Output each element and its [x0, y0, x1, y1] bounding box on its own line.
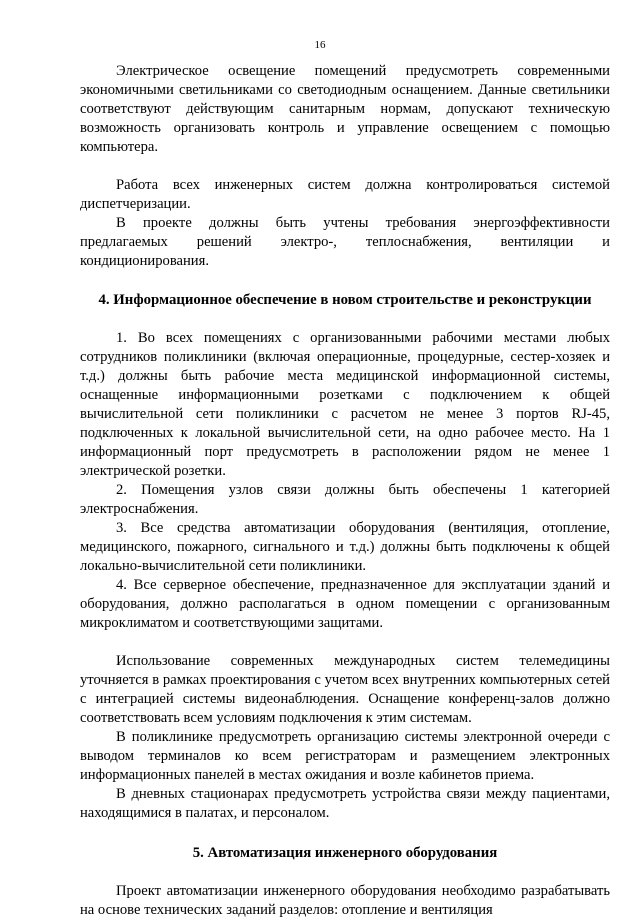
- paragraph-electronic-queue: В поликлинике предусмотреть организацию системы электронной очереди с выводом терминалов ко всем регистраторам и размещением электронных информационных панелей в местах ожидания и возле кабинетов приема.: [80, 729, 610, 783]
- document-body: [80, 62, 610, 920]
- paragraph-automation: Проект автоматизации инженерного оборудования необходимо разрабатывать на основе технических заданий разделов: отопление и вентиляция: [80, 883, 610, 918]
- section-4-item-4: 4. Все серверное обеспечение, предназначенное для эксплуатации зданий и оборудования, должно располагаться в одном помещении с организованным микроклиматом и соответствующими защитами.: [80, 577, 610, 631]
- paragraph-lighting: Электрическое освещение помещений предусмотреть современными экономичными светильниками со светодиодным оснащением. Данные светильники соответствуют действующим санитарным нормам, допускают техническую возможность организовать контроль и управление освещением с помощью компьютера.: [80, 63, 610, 155]
- paragraph-day-hospital: В дневных стационарах предусмотреть устройства связи между пациентами, находящимися в палатах, и персоналом.: [80, 786, 610, 821]
- section-5-heading: 5. Автоматизация инженерного оборудования: [192, 845, 498, 861]
- section-4-item-3: 3. Все средства автоматизации оборудования (вентиляция, отопление, медицинского, пожарного, сигнального и т.д.) должны быть подключены к общей локально-вычислительной сети поликлиники.: [80, 520, 610, 574]
- paragraph-dispatching: Работа всех инженерных систем должна контролироваться системой диспетчеризации.: [80, 177, 610, 212]
- section-4-heading: 4. Информационное обеспечение в новом строительстве и реконструкции: [98, 292, 592, 308]
- paragraph-energy-efficiency: В проекте должны быть учтены требования энергоэффективности предлагаемых решений электро-, теплоснабжения, вентиляции и кондиционирования.: [80, 215, 610, 269]
- page-number: 16: [314, 39, 326, 51]
- paragraph-telemedicine: Использование современных международных систем телемедицины уточняется в рамках проектирования с учетом всех внутренних компьютерных сетей с интеграцией системы видеонаблюдения. Оснащение конференц-залов должно соответствовать всем условиям подключения к этим системам.: [80, 653, 610, 726]
- section-4-item-2: 2. Помещения узлов связи должны быть обеспечены 1 категорией электроснабжения.: [80, 482, 610, 517]
- section-4-item-1: 1. Во всех помещениях с организованными рабочими местами любых сотрудников поликлиники (включая операционные, процедурные, сестер-хозяек и т.д.) должны быть рабочие места медицинской информационной системы, оснащенные информационными розетками с подключением к общей вычислительной сети поликлиники с расчетом не менее 3 портов RJ-45, подключенных к локальной вычислительной сети, на одно рабочее место. На 1 информационный порт предусмотреть в расположении рядом не менее 1 электрической розетки.: [80, 330, 610, 479]
